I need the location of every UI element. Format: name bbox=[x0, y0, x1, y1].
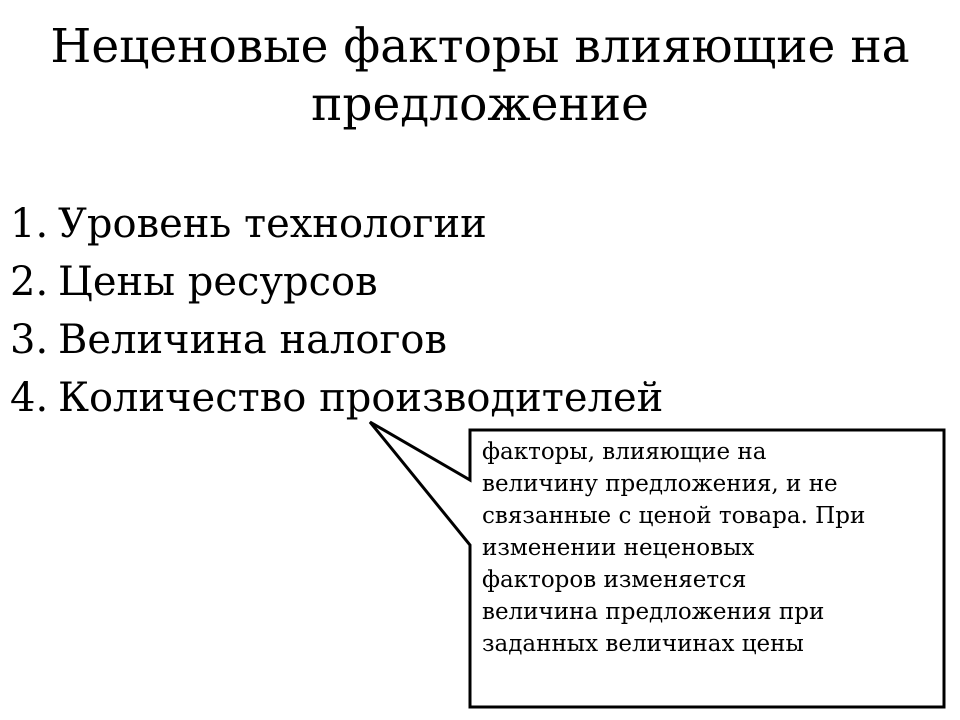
list-item-label: Величина налогов bbox=[58, 317, 448, 363]
list-item-number: 3. bbox=[10, 317, 49, 363]
callout-line: величина предложения при bbox=[482, 599, 825, 625]
title-line-2: предложение bbox=[311, 77, 649, 132]
callout-line: связанные с ценой товара. При bbox=[482, 503, 866, 529]
list-item-number: 4. bbox=[10, 375, 49, 421]
callout-line: факторы, влияющие на bbox=[482, 439, 767, 465]
callout-text bbox=[482, 436, 942, 660]
list-item-number: 1. bbox=[10, 201, 49, 247]
list-item-label: Количество производителей bbox=[58, 375, 664, 421]
callout-line: заданных величинах цены bbox=[482, 631, 804, 657]
callout-line: изменении неценовых bbox=[482, 535, 755, 561]
title-line-1: Неценовые факторы влияющие на bbox=[50, 19, 910, 74]
list-item-label: Уровень технологии bbox=[58, 201, 487, 247]
callout-line: факторов изменяется bbox=[482, 567, 747, 593]
callout-line: величину предложения, и не bbox=[482, 471, 838, 497]
list-item-number: 2. bbox=[10, 259, 49, 305]
list-item-label: Цены ресурсов bbox=[58, 259, 378, 305]
